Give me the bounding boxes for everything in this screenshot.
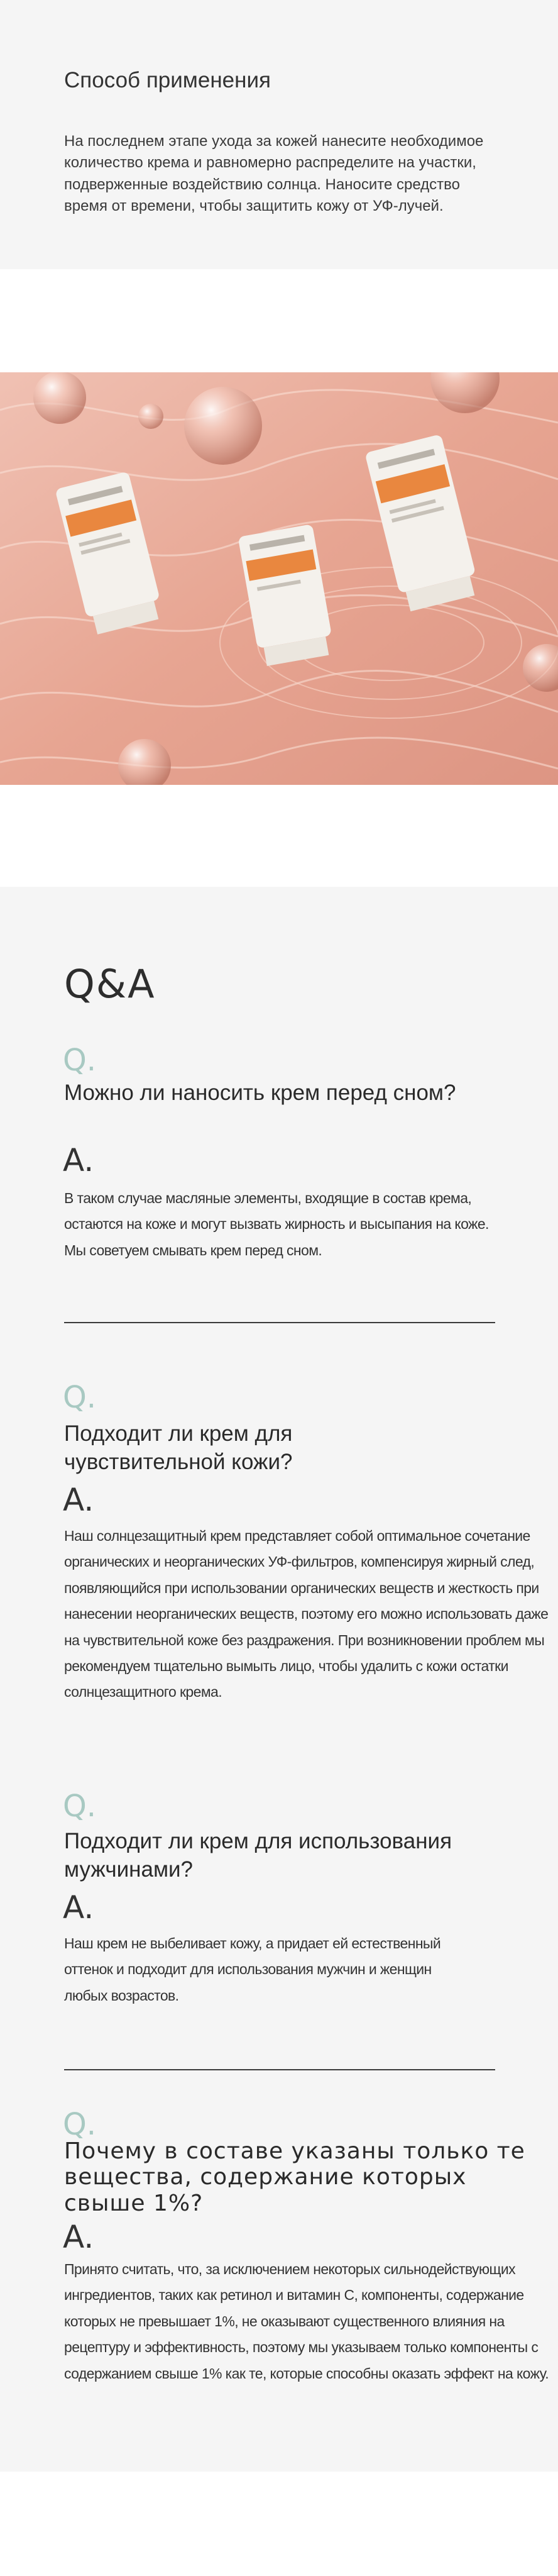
answer-mark: A. [63, 1889, 94, 1926]
answer-4: Принято считать, что, за исключением некоторых сильнодействующих ингредиентов, таких как ретинол и витамин С, компоненты, содержание которых не превышает 1%, не оказывают существенного влияния на рецептуру и эффективность, поэтому мы указываем только компоненты с содержанием свыше 1% как те, которые способны оказать эффект на кожу. [64, 2261, 549, 2382]
usage-section [0, 0, 558, 269]
answer-mark: A. [63, 2219, 94, 2255]
qa-title: Q&A [64, 961, 156, 1007]
question-4: Почему в составе указаны только те вещества, содержание которых свыше 1%? [64, 2138, 525, 2216]
question-3: Подходит ли крем для использования мужчинами? [64, 1829, 452, 1882]
divider [64, 1322, 495, 1323]
answer-mark: A. [63, 1482, 94, 1518]
usage-text: На последнем этапе ухода за кожей нанесите необходимое количество крема и равномерно распределите на участки, подверженные воздействию солнца. Наносите средство время от времени, чтобы защитить кожу от УФ-лучей. [64, 133, 484, 214]
question-1: Можно ли наносить крем перед сном? [64, 1080, 456, 1105]
question-mark: Q. [63, 2107, 97, 2142]
product-photo-illustration [0, 372, 558, 785]
usage-title: Способ применения [64, 68, 271, 92]
divider [64, 2069, 495, 2070]
product-photo [0, 372, 558, 785]
qa-section [0, 887, 558, 2472]
answer-1: В таком случае масляные элементы, входящие в состав крема, остаются на коже и могут вызвать жирность и высыпания на коже. Мы советуем смывать крем перед сном. [64, 1190, 489, 1258]
answer-2: Наш солнцезащитный крем представляет собой оптимальное сочетание органических и неорганических УФ-фильтров, компенсируя жирный след, появляющийся при использовании органических веществ и жесткость при нанесении неорганических веществ, поэтому его можно использовать даже на чувствительной коже без раздражения. При возникновении проблем мы рекомендуем тщательно вымыть лицо, чтобы удалить с кожи остатки солнцезащитного крема. [64, 1528, 549, 1701]
answer-mark: A. [63, 1142, 94, 1179]
question-mark: Q. [63, 1380, 97, 1415]
answer-3: Наш крем не выбеливает кожу, а придает ей естественный оттенок и подходит для использования мужчин и женщин любых возрастов. [64, 1935, 441, 2004]
question-mark: Q. [63, 1789, 97, 1824]
question-mark: Q. [63, 1043, 97, 1078]
question-2: Подходит ли крем для чувствительной кожи? [64, 1421, 293, 1474]
